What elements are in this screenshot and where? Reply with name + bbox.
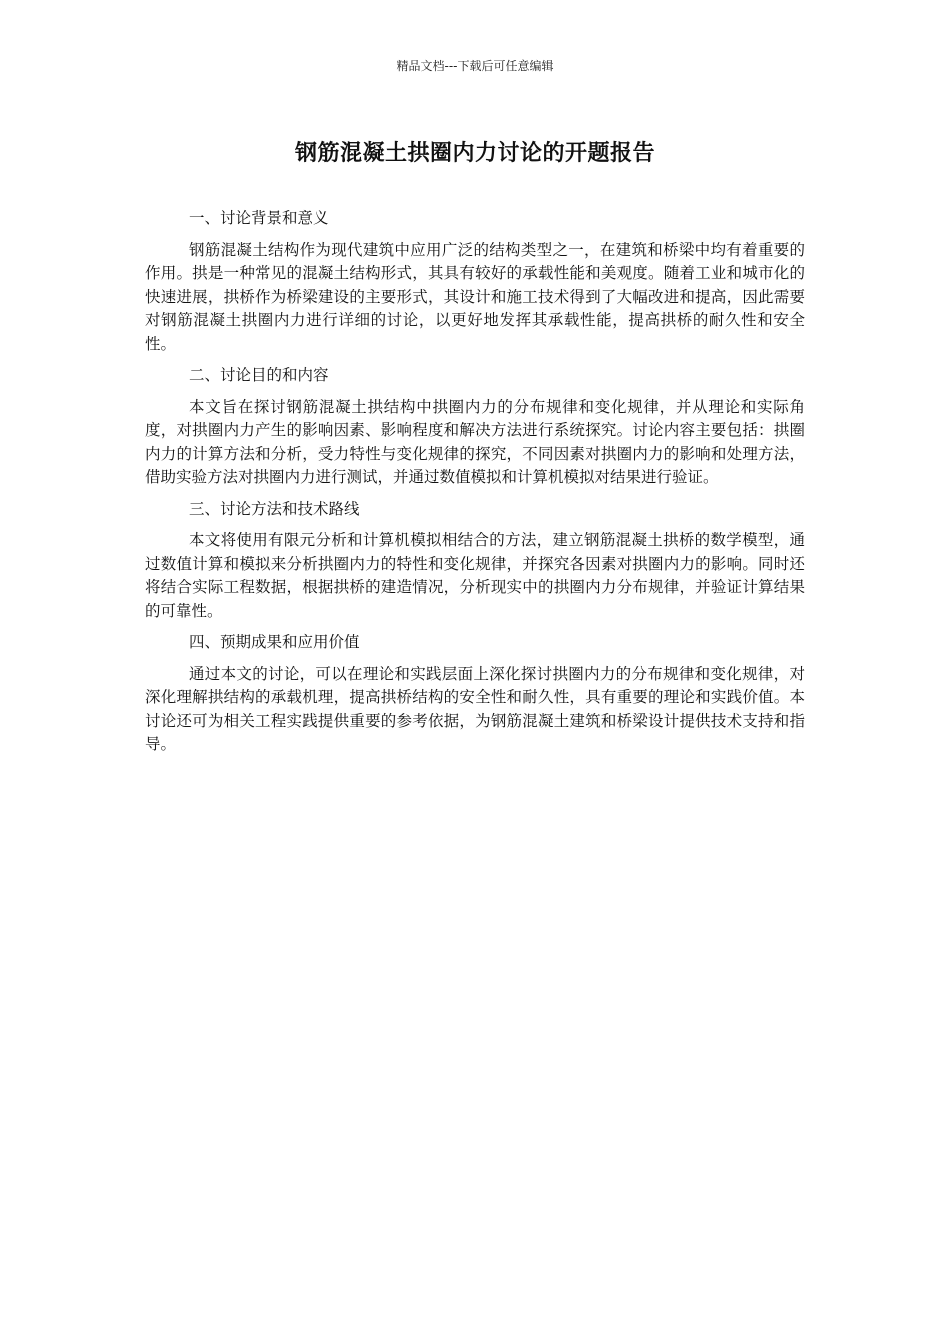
document-body — [145, 207, 805, 765]
section-heading: 四、预期成果和应用价值 — [189, 633, 360, 651]
section-heading: 三、讨论方法和技术路线 — [189, 499, 360, 518]
section-paragraph: 本文将使用有限元分析和计算机模拟相结合的方法，建立钢筋混凝土拱桥的数学模型，通过数值计算和模拟来分析拱圈内力的特性和变化规律，并探究各因素对拱圈内力的影响。同时还将结合实际工程数据，根据拱桥的建造情况，分析现实中的拱圈内力分布规律，并验证计算结果的可靠性。 — [145, 531, 805, 620]
section-outcomes — [145, 631, 805, 757]
section-background — [145, 207, 805, 356]
section-paragraph: 通过本文的讨论，可以在理论和实践层面上深化探讨拱圈内力的分布规律和变化规律，对深化理解拱结构的承载机理，提高拱桥结构的安全性和耐久性，具有重要的理论和实践价值。本讨论还可为相关工程实践提供重要的参考依据，为钢筋混凝土建筑和桥梁设计提供技术支持和指导。 — [145, 664, 805, 753]
section-paragraph: 本文旨在探讨钢筋混凝土拱结构中拱圈内力的分布规律和变化规律，并从理论和实际角度，对拱圈内力产生的影响因素、影响程度和解决方法进行系统探究。讨论内容主要包括：拱圈内力的计算方法和分析，受力特性与变化规律的探究，不同因素对拱圈内力的影响和处理方法，借助实验方法对拱圈内力进行测试，并通过数值模拟和计算机模拟对结果进行验证。 — [145, 397, 805, 486]
header-note: 精品文档---下载后可任意编辑 — [396, 59, 554, 73]
section-paragraph: 钢筋混凝土结构作为现代建筑中应用广泛的结构类型之一，在建筑和桥梁中均有着重要的作用。拱是一种常见的混凝土结构形式，其具有较好的承载性能和美观度。随着工业和城市化的快速进展，拱桥作为桥梁建设的主要形式，其设计和施工技术得到了大幅改进和提高，因此需要对钢筋混凝土拱圈内力进行详细的讨论，以更好地发挥其承载性能，提高拱桥的耐久性和安全性。 — [145, 240, 805, 353]
section-method — [145, 498, 805, 624]
section-heading: 二、讨论目的和内容 — [189, 366, 329, 384]
section-heading: 一、讨论背景和意义 — [189, 209, 329, 227]
section-purpose — [145, 364, 805, 490]
document-title: 钢筋混凝土拱圈内力讨论的开题报告 — [294, 141, 655, 166]
